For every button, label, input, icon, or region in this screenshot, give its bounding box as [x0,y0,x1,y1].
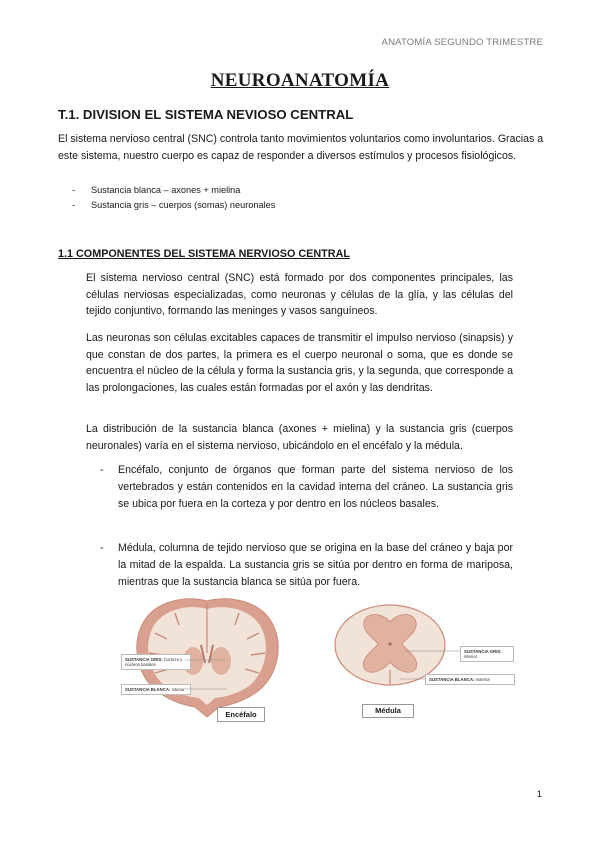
components-paragraph-2: Las neuronas son células excitables capaces de transmitir el impulso nervioso (sinapsis) y que constan de dos partes, la primera es el cuerpo neuronal o soma, que es donde se encuentra el núcleo de la célula y forma la sustancia gris, y la segunda, que corresponde a las prolongaciones, las cuales están formadas por el axón y las dendritas. [86,332,513,394]
page-number: 1 [536,789,542,800]
section-heading-division: T.1. DIVISION EL SISTEMA NEVIOSO CENTRAL [58,107,354,122]
spine-label-white-text: exterior [475,676,490,682]
spine-label-white-matter [425,674,515,685]
spine-label-white-title: SUSTANCIA BLANCA: [429,676,475,682]
subitem-medula: - Médula, columna de tejido nervioso que se origina en la base del cráneo y baja por la mitad de la espalda. La sustancia gris se sitúa por dentro en forma de mariposa, mientras que la sustancia blanca se sitúa por fuera. [100,540,513,591]
spine-leader-line-white [400,676,425,682]
bullet-gray-matter: - Sustancia gris – cuerpos (somas) neuronales [72,198,275,213]
section-heading-components: 1.1 COMPONENTES DEL SISTEMA NERVIOSO CENTRAL [58,248,350,260]
spine-label-gray-text: interior [464,654,478,659]
spine-caption: Médula [362,704,414,718]
page-title: NEUROANATOMÍA [210,70,390,91]
spine-leader-line-gray [405,648,460,654]
brain-caption: Encéfalo [217,707,265,722]
central-canal [388,642,391,645]
matter-bullet-list [72,183,275,213]
brain-label-white-title: SUSTANCIA BLANCA: [125,686,171,692]
brain-label-gray-matter [121,654,191,670]
subitem-encefalo: - Encéfalo, conjunto de órganos que forman parte del sistema nervioso de los vertebrados y están contenidos en la cavidad interna del cráneo. La sustancia gris se ubica por fuera en la corteza y por dentro en los núcleos basales. [100,462,513,513]
intro-paragraph: El sistema nervioso central (SNC) controla tanto movimientos voluntarios como involuntarios. Gracias a este sistema, nuestro cuerpo es capaz de responder a diversos estímulos y procesos fisiológicos. [58,133,544,162]
brain-label-gray-text: Corteza y núcleos basales [125,656,183,667]
spine-label-gray-matter [460,646,514,662]
bullet-white-matter: - Sustancia blanca – axones + mielina [72,183,275,198]
brain-label-gray-title: SUSTANCIA GRIS: [125,656,163,662]
running-header: ANATOMÍA SEGUNDO TRIMESTRE [381,37,543,48]
components-paragraph-3: La distribución de la sustancia blanca (axones + mielina) y la sustancia gris (cuerpos neuronales) varía en el sistema nervioso, ubicándolo en el encéfalo y la médula. [86,423,513,452]
medula-item-list [100,540,513,591]
brain-label-white-matter [121,684,191,695]
brain-label-white-text: interior [171,686,185,692]
encefalo-item-list [100,462,513,513]
brain-leader-line-white [185,686,227,692]
brain-leader-line-gray [185,657,225,663]
spine-label-gray-title: SUSTANCIA GRIS: [464,648,502,654]
components-paragraph-1: El sistema nervioso central (SNC) está formado por dos componentes principales, las células nerviosas especializadas, como neuronas y células de la glía, y las células del tejido conjuntivo, formando las meninges y vasos sanguíneos. [86,272,513,317]
